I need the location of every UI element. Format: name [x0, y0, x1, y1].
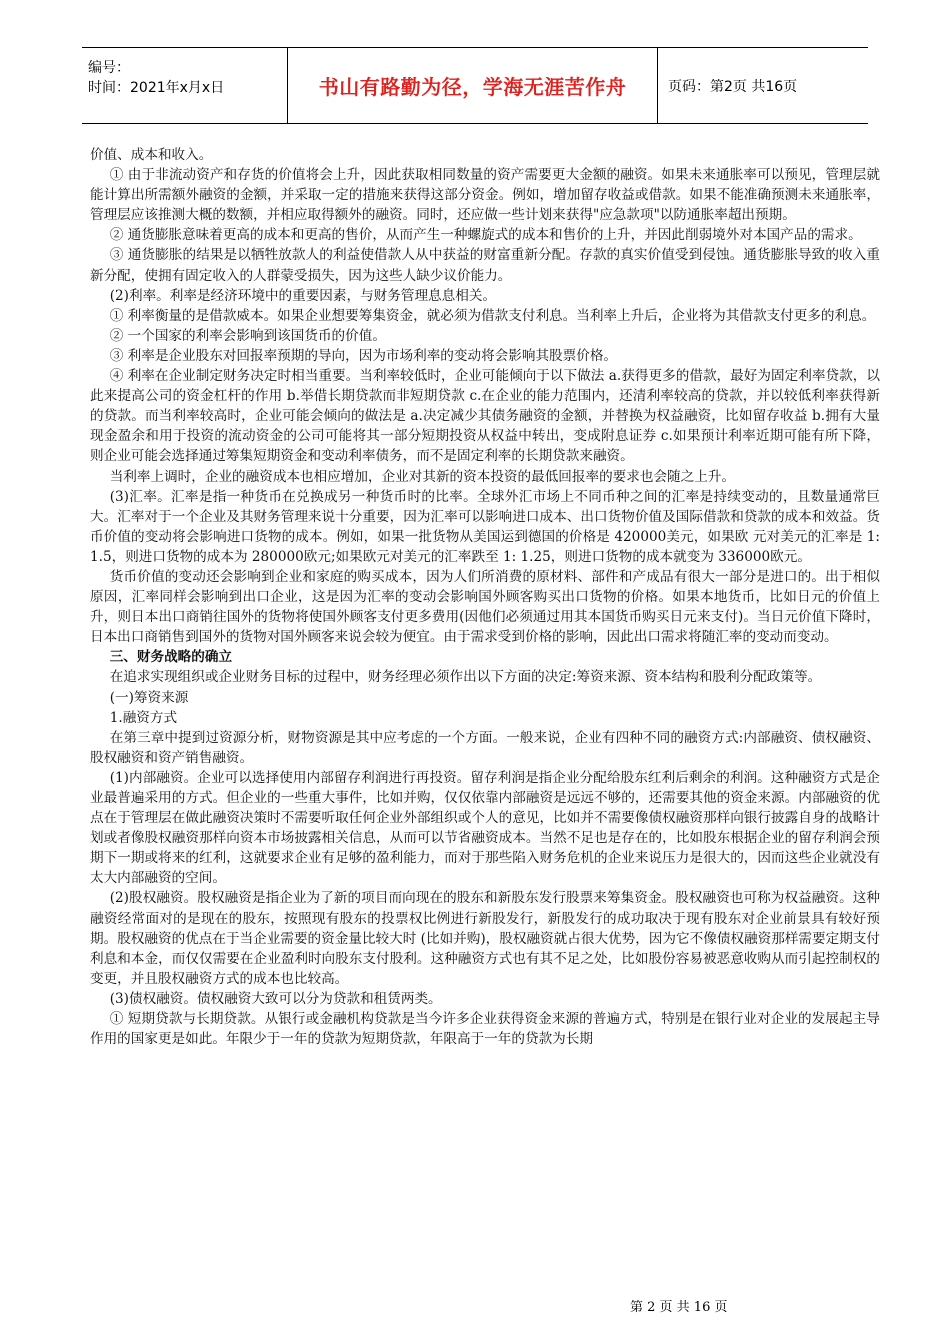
paragraph: (1)内部融资。企业可以选择使用内部留存利润进行再投资。留存利润是指企业分配给股东红利后剩余的利润。这种融资方式是企业最普遍采用的方式。但企业的一些重大事件，比如并购，仅仅依靠内部融资是远远不够的，还需要其他的资金来源。内部融资的优点在于管理层在做此融资决策时不需要听取任何企业外部组织或个人的意见，比如并不需要像债权融资那样向银行披露自身的战略计划或者像股权融资那样向资本市场披露相关信息，从而可以节省融资成本。当然不足也是存在的，比如股东根据企业的留存利润会预期下一期或将来的红利，这就要求企业有足够的盈利能力，而对于那些陷入财务危机的企业来说压力是很大的，因而这些企业就没有太大内部融资的空间。 [90, 769, 880, 887]
subsection-heading: 1.融资方式 [109, 709, 178, 726]
document-number-label: 编号： [88, 60, 130, 76]
paragraph: ③ 利率是企业股东对回报率预期的导向，因为市场利率的变动将会影响其股票价格。 [109, 347, 618, 364]
paragraph: 价值、成本和收入。 [90, 147, 213, 163]
subsection-heading: (一)筹资来源 [109, 689, 189, 706]
paragraph: 当利率上调时，企业的融资成本也相应增加，企业对其新的资本投资的最低回报率的要求也会随之上升。 [109, 468, 736, 485]
paragraph: ② 一个国家的利率会影响到该国货币的价值。 [109, 327, 386, 344]
paragraph: (2)利率。利率是经济环境中的重要因素，与财务管理息息相关。 [109, 287, 497, 304]
paragraph: (2)股权融资。股权融资是指企业为了新的项目而向现在的股东和新股东发行股票来筹集资金。股权融资也可称为权益融资。这种融资经常面对的是现在的股东，按照现有股东的投票权比例进行新股发行，新股发行的成功取决于现有股东对企业前景具有较好预期。股权融资的优点在于当企业需要的资金量比较大时 (比如并购)，股权融资就占很大优势，因为它不像债权融资那样需要定期支付利息和本金，而仅仅需要在企业盈利时向股东支付股利。这种融资方式也有其不足之处，比如股份容易被恶意收购从而引起控制权的变更，并且股权融资方式的成本也比较高。 [90, 890, 880, 987]
paragraph: (3)债权融资。债权融资大致可以分为贷款和租赁两类。 [109, 990, 442, 1007]
header-meta [82, 48, 288, 123]
paragraph: 在追求实现组织或企业财务目标的过程中，财务经理必须作出以下方面的决定:筹资来源、资本结构和股利分配政策等。 [109, 669, 822, 686]
paragraph: ③ 通货膨胀的结果是以牺牲放款人的利益使借款人从中获益的财富重新分配。存款的真实价值受到侵蚀。通货膨胀导致的收入重新分配，使拥有固定收入的人群蒙受损失，因为这些人缺少议价能力。 [90, 247, 880, 284]
paragraph: ① 由于非流动资产和存货的价值将会上升，因此获取相同数量的资产需要更大金额的融资。如果未来通胀率可以预见，管理层就能计算出所需额外融资的金额，并采取一定的措施来获得这部分资金。例如，增加留存收益或借款。如果不能准确预测未来通胀率，管理层应该推测大概的数额，并相应取得额外的融资。同时，还应做一些计划来获得"应急款项"以防通胀率超出预期。 [90, 167, 880, 224]
page-footer: 第 2 页 共 16 页 [630, 1300, 728, 1315]
section-heading: 三、财务战略的确立 [109, 649, 233, 666]
paragraph: ① 短期贷款与长期贷款。从银行或金融机构贷款是当今许多企业获得资金来源的普遍方式，特别是在银行业对企业的发展起主导作用的国家更是如此。年限少于一年的贷款为短期贷款，年限高于一年的贷款为长期 [90, 1011, 880, 1048]
document-date-label: 时间：2021年x月x日 [88, 80, 225, 96]
header-motto: 书山有路勤为径，学海无涯苦作舟 [288, 48, 658, 123]
header-page-number: 页码：第2页 共16页 [668, 78, 798, 95]
paragraph: 在第三章中提到过资源分析，财物资源是其中应考虑的一个方面。一般来说，企业有四种不同的融资方式:内部融资、债权融资、股权融资和资产销售融资。 [90, 729, 880, 766]
paragraph: 货币价值的变动还会影响到企业和家庭的购买成本，因为人们所消费的原材料、部件和产成品有很大一部分是进口的。出于相似原因，汇率同样会影响到出口企业，这是因为汇率的变动会影响国外顾客购买出口货物的价格。如果本地货币，比如日元的价值上升，则日本出口商销往国外的货物将使国外顾客支付更多费用(因他们必须通过用其本国货币购买日元来支付)。当日元价值下降时，日本出口商销售到国外的货物对国外顾客来说会较为便宜。由于需求受到价格的影响，因此出口需求将随汇率的变动而变动。 [90, 568, 880, 646]
paragraph: (3)汇率。汇率是指一种货币在兑换成另一种货币时的比率。全球外汇市场上不同币种之间的汇率是持续变动的，且数量通常巨大。汇率对于一个企业及其财务管理来说十分重要，因为汇率可以影响进口成本、出口货物价值及国际借款和贷款的成本和效益。货币价值的变动将会影响进口货物的成本。例如，如果一批货物从美国运到德国的价格是 420000美元，如果欧 元对美元的汇率是 1: 1.5，则进口货物的成本为 280000欧元;如果欧元对美元的汇率跌至 1: 1.25，则进口货物的成本就变为 336000欧元。 [90, 488, 880, 565]
page-header [82, 47, 868, 124]
paragraph: ④ 利率在企业制定财务决定时相当重要。当利率较低时，企业可能倾向于以下做法 a.获得更多的借款，最好为固定利率贷款，以此来提高公司的资金杠杆的作用 b.举借长期贷款而非短期贷款 c.在企业的能力范围内，还清利率较高的贷款，并以较低利率获得新的贷款。而当利率较高时，企业可能会倾向的做法是 a.决定减少其债务融资的金额，并替换为权益融资，比如留存收益 b.拥有大量现金盈余和用于投资的流动资金的公司可能将其一部分短期投资从权益中转出，变成附息证券 c.如果预计利率近期可能有所下降，则企业可能会选择通过筹集短期资金和变动利率债务，而不是固定利率的长期贷款来融资。 [90, 368, 880, 465]
paragraph: ② 通货膨胀意味着更高的成本和更高的售价，从而产生一种螺旋式的成本和售价的上升，并因此削弱境外对本国产品的需求。 [109, 227, 862, 244]
paragraph: ① 利率衡量的是借款威本。如果企业想要筹集资金，就必须为借款支付利息。当利率上升后，企业将为其借款支付更多的利息。 [109, 307, 876, 324]
document-body [90, 145, 880, 1049]
